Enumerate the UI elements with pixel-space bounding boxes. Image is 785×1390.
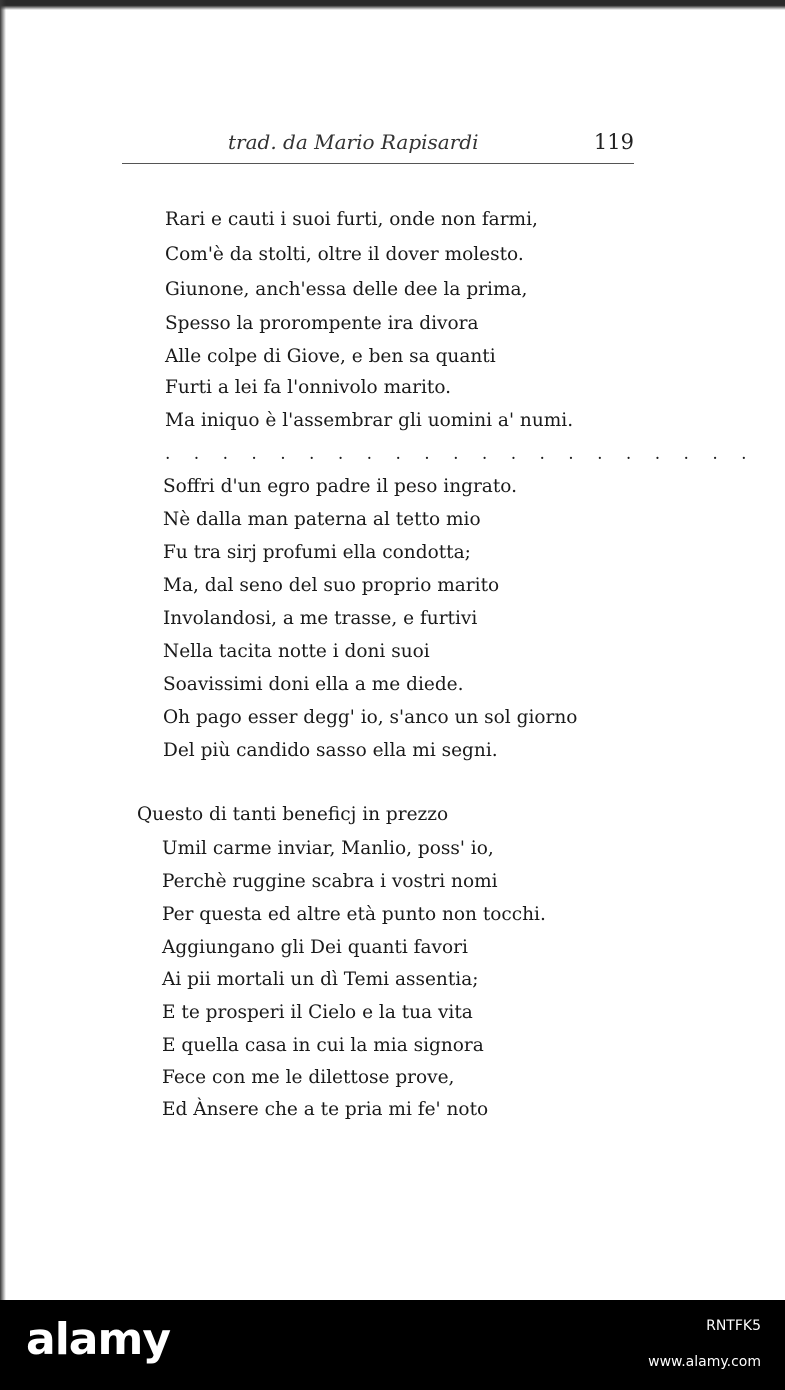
verse-line: Fu tra sirj profumi ella condotta; <box>163 542 471 563</box>
header-rule <box>122 163 634 164</box>
verse-line: Del più candido sasso ella mi segni. <box>163 740 498 761</box>
verse-line: Per questa ed altre età punto non tocchi. <box>162 904 546 925</box>
verse-line: Fece con me le dilettose prove, <box>162 1067 455 1088</box>
verse-line: Questo di tanti beneficj in prezzo <box>137 804 449 825</box>
page-header <box>228 128 640 162</box>
verse-line: E quella casa in cui la mia signora <box>162 1035 484 1056</box>
verse-line: Furti a lei fa l'onnivolo marito. <box>165 377 452 398</box>
running-title: trad. da Mario Rapisardi <box>228 130 479 154</box>
verse-line: Rari e cauti i suoi furti, onde non farmi, <box>165 209 538 230</box>
watermark-banner <box>0 1300 785 1390</box>
watermark-url: www.alamy.com <box>648 1354 761 1370</box>
omission-ellipsis: . . . . . . . . . . . . . . . . . . . . . <box>165 444 756 464</box>
verse-line: Ai pii mortali un dì Temi assentia; <box>162 969 479 990</box>
verse-line: Alle colpe di Giove, e ben sa quanti <box>165 346 496 367</box>
page-top-edge <box>0 0 785 10</box>
verse-line: Aggiungano gli Dei quanti favori <box>162 937 468 958</box>
verse-line: Oh pago esser degg' io, s'anco un sol giorno <box>163 707 578 728</box>
verse-line: Nè dalla man paterna al tetto mio <box>163 509 481 530</box>
image-id: RNTFK5 <box>706 1318 761 1334</box>
verse-line: Umil carme inviar, Manlio, poss' io, <box>162 838 494 859</box>
page-left-edge <box>0 0 6 1300</box>
page-number: 119 <box>593 130 634 154</box>
verse-line: Ed Ànsere che a te pria mi fe' noto <box>162 1099 489 1120</box>
verse-line: Soffri d'un egro padre il peso ingrato. <box>163 476 517 497</box>
verse-line: Ma iniquo è l'assembrar gli uomini a' numi. <box>165 410 574 431</box>
verse-line: Perchè ruggine scabra i vostri nomi <box>162 871 498 892</box>
verse-line: Giunone, anch'essa delle dee la prima, <box>165 279 528 300</box>
verse-line: Soavissimi doni ella a me diede. <box>163 674 464 695</box>
verse-line: Spesso la prorompente ira divora <box>165 313 479 334</box>
verse-line: Com'è da stolti, oltre il dover molesto. <box>165 244 524 265</box>
verse-line: Nella tacita notte i doni suoi <box>163 641 430 662</box>
verse-line: Involandosi, a me trasse, e furtivi <box>163 608 478 629</box>
verse-line: Ma, dal seno del suo proprio marito <box>163 575 500 596</box>
verse-line: E te prosperi il Cielo e la tua vita <box>162 1002 473 1023</box>
alamy-logo: alamy <box>26 1314 170 1365</box>
